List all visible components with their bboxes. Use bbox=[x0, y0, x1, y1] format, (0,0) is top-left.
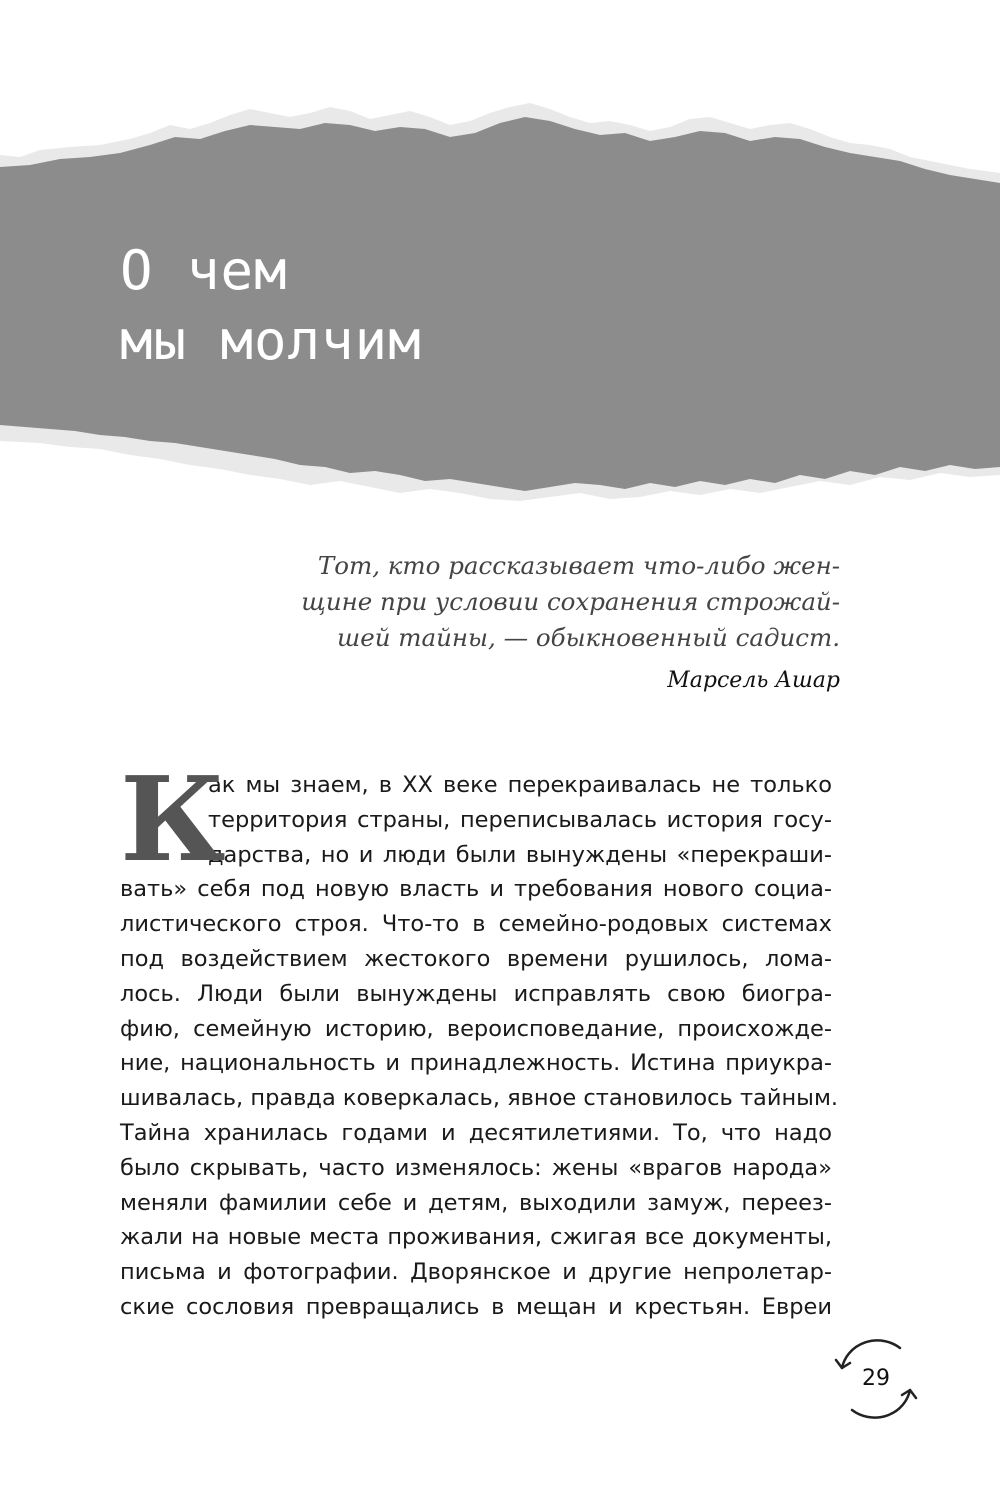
epigraph-line: щине при условии сохранения строжай- bbox=[301, 587, 840, 616]
epigraph-author: Марсель Ашар bbox=[667, 668, 840, 693]
epigraph-quote bbox=[300, 548, 840, 656]
body-line: территория страны, переписывалась история госу- bbox=[208, 806, 832, 833]
body-line: ские сословия превращались в мещан и крестьян. Евреи bbox=[120, 1293, 832, 1320]
page-number-badge bbox=[830, 1338, 922, 1420]
body-line: вать» себя под новую власть и требования нового социа- bbox=[120, 876, 832, 903]
body-line: шивалась, правда коверкалась, явное становилось тайным. bbox=[120, 1085, 839, 1112]
chapter-title-line: мы молчим bbox=[120, 309, 422, 372]
body-line: жали на новые места проживания, сжигая все документы, bbox=[120, 1224, 832, 1251]
body-line: было скрывать, часто изменялось: жены «врагов народа» bbox=[120, 1154, 832, 1181]
body-line: лось. Люди были вынуждены исправлять свою биогра- bbox=[120, 980, 832, 1007]
body-line: дарства, но и люди были вынуждены «перекраши- bbox=[208, 841, 832, 868]
body-line: Тайна хранилась годами и десятилетиями. То, что надо bbox=[120, 1119, 832, 1146]
epigraph bbox=[300, 548, 840, 693]
drop-cap: К bbox=[120, 752, 226, 888]
page-number: 29 bbox=[862, 1366, 890, 1391]
body-line: письма и фотографии. Дворянское и другие непролетар- bbox=[120, 1259, 832, 1286]
body-line: меняли фамилии себе и детям, выходили замуж, переез- bbox=[120, 1189, 832, 1216]
body-line: под воздействием жестокого времени рушилось, лома- bbox=[120, 945, 832, 972]
chapter-title-line: О чем bbox=[120, 239, 288, 302]
body-line: ние, национальность и принадлежность. Истина приукра- bbox=[120, 1050, 832, 1077]
chapter-title bbox=[120, 236, 422, 376]
body-text bbox=[120, 752, 839, 1325]
body-line: фию, семейную историю, вероисповедание, происхожде- bbox=[120, 1015, 832, 1042]
body-line: ак мы знаем, в XX веке перекраивалась не только bbox=[208, 772, 832, 798]
epigraph-line: шей тайны, — обыкновенный садист. bbox=[337, 623, 840, 652]
epigraph-line: Тот, кто рассказывает что-либо жен- bbox=[317, 551, 840, 580]
body-line: листического строя. Что-то в семейно-родовых системах bbox=[120, 911, 832, 938]
